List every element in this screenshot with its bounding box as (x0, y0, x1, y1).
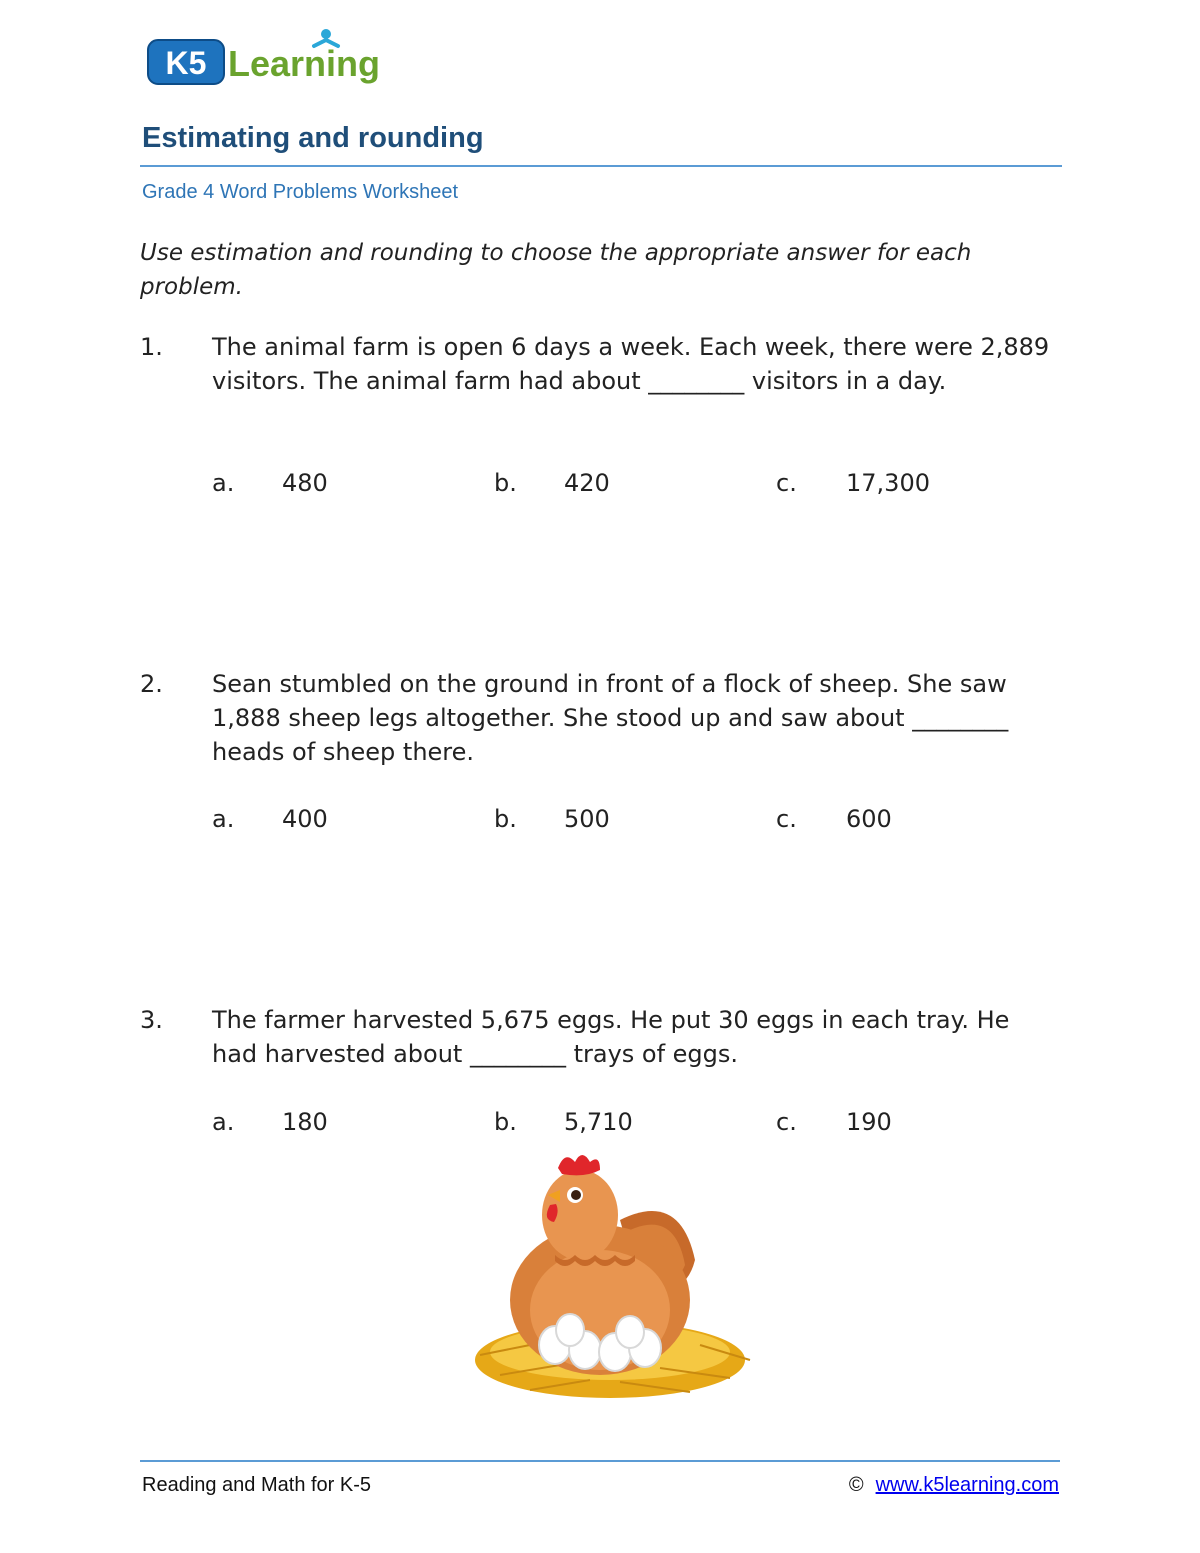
footer-copyright (849, 1474, 1059, 1497)
question-text: The animal farm is open 6 days a week. Each week, there were 2,889 visitors. The animal farm had about ________ visitors in a day. (212, 333, 1050, 395)
worksheet-subtitle: Grade 4 Word Problems Worksheet (142, 181, 459, 203)
question-text: The farmer harvested 5,675 eggs. He put 30 eggs in each tray. He had harvested about ________ trays of eggs. (212, 1006, 1010, 1068)
question-text: Sean stumbled on the ground in front of a flock of sheep. She saw 1,888 sheep legs altogether. She stood up and saw about ________ heads of sheep there. (212, 670, 1009, 766)
instructions: Use estimation and rounding to choose the appropriate answer for each problem. (140, 240, 972, 300)
question-number: 1. (140, 333, 163, 361)
hen-on-nest-illustration (470, 1150, 760, 1415)
footer-tagline: Reading and Math for K-5 (142, 1474, 372, 1496)
website-link[interactable]: www.k5learning.com (875, 1474, 1059, 1496)
k5-learning-logo (146, 26, 402, 90)
svg-text:K5: K5 (165, 45, 207, 81)
question-number: 3. (140, 1006, 163, 1034)
footer-divider (140, 1460, 1060, 1462)
question-number: 2. (140, 670, 163, 698)
title-divider (140, 165, 1062, 167)
copyright-symbol: © (848, 1474, 864, 1496)
worksheet-title: Estimating and rounding (142, 122, 484, 154)
svg-text:Learning: Learning (228, 43, 381, 84)
